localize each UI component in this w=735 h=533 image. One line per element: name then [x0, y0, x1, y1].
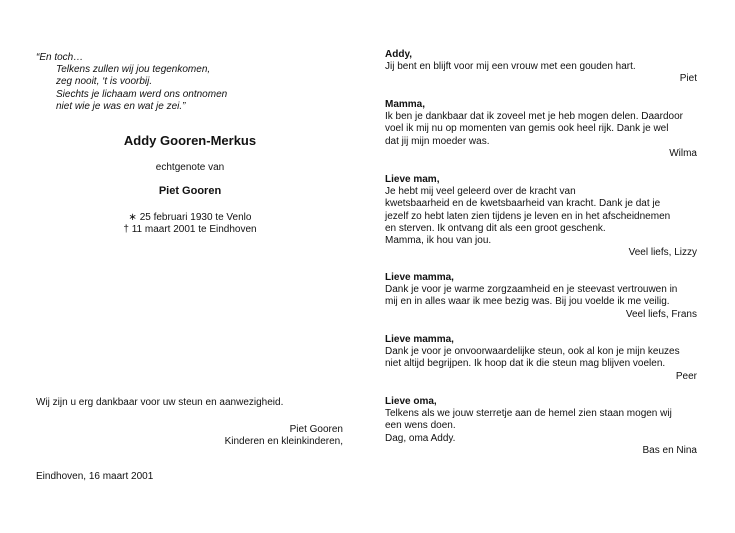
message-block [385, 174, 697, 259]
message-line: Telkens als we jouw sterretje aan de hemel zien staan mogen wij [385, 408, 672, 420]
message-line: Ik ben je dankbaar dat ik zoveel met je heb mogen delen. Daardoor [385, 111, 683, 123]
message-heading: Addy, [385, 49, 413, 60]
message-heading: Lieve mamma, [385, 272, 454, 283]
message-line: Je hebt mij veel geleerd over de kracht van [385, 186, 576, 198]
message-line: Dank je voor je warme zorgzaamheid en je steevast vertrouwen in [385, 284, 678, 296]
poem-line: Siechts je lichaam werd ons ontnomen [56, 88, 228, 100]
message-heading: Mamma, [385, 99, 426, 110]
poem-line: niet wie je was en wat je zei.” [56, 100, 186, 112]
message-line: Jij bent en blijft voor mij een vrouw met een gouden hart. [385, 61, 636, 73]
message-line: niet altijd begrijpen. Ik hoop dat ik die steun mag blijven voelen. [385, 358, 666, 370]
message-signature: Bas en Nina [642, 444, 697, 456]
message-signature: Veel liefs, Lizzy [628, 247, 697, 259]
message-heading: Lieve mamma, [385, 334, 454, 345]
poem-line: zeg nooit, ‘t is voorbij. [56, 76, 153, 88]
birth-date: ∗ 25 februari 1930 te Venlo [128, 212, 252, 223]
poem-line: “En toch… [36, 52, 84, 63]
message-line: en sterven. Ik ontvang dit als een groot geschenk. [385, 222, 606, 234]
signature-spouse: Piet Gooren [289, 424, 343, 435]
message-block [385, 49, 697, 86]
message-signature: Veel liefs, Frans [625, 308, 697, 320]
message-line: Dank je voor je onvoorwaardelijke steun, ook al kon je mijn keuzes [385, 346, 680, 358]
signature-family: Kinderen en kleinkinderen, [224, 436, 343, 447]
deceased-name: Addy Gooren-Merkus [123, 133, 257, 148]
message-line: Mamma, ik hou van jou. [385, 235, 492, 247]
message-line: dat jij mijn moeder was. [385, 135, 490, 147]
message-heading: Lieve oma, [385, 396, 437, 407]
message-line: kwetsbaarheid en de kwetsbaarheid van kracht. Dank je dat je [385, 198, 661, 210]
message-line: voel ik mij nu op momenten van gemis ook heel rijk. Dank je wel [385, 123, 669, 135]
message-block [385, 396, 697, 457]
poem-line: Telkens zullen wij jou tegenkomen, [56, 64, 211, 76]
place-date: Eindhoven, 16 maart 2001 [36, 471, 154, 482]
relation-text: echtgenote van [155, 162, 225, 173]
message-line: een wens doen. [385, 420, 456, 432]
message-line: Dag, oma Addy. [385, 432, 456, 444]
message-signature: Peer [675, 370, 697, 382]
message-line: mij en in alles waar ik mee bezig was. Bij jou voelde ik me veilig. [385, 296, 670, 308]
spouse-name: Piet Gooren [158, 185, 222, 197]
poem [36, 52, 336, 113]
message-heading: Lieve mam, [385, 174, 440, 185]
message-signature: Piet [679, 73, 697, 85]
thanks-text: Wij zijn u erg dankbaar voor uw steun en aanwezigheid. [36, 397, 284, 408]
message-block [385, 272, 697, 321]
message-block [385, 99, 697, 160]
death-date: † 11 maart 2001 te Eindhoven [123, 224, 257, 235]
message-line: jezelf zo hebt laten zien tijdens je leven en in het afscheidnemen [385, 210, 671, 222]
message-block [385, 334, 697, 383]
message-signature: Wilma [669, 147, 697, 159]
